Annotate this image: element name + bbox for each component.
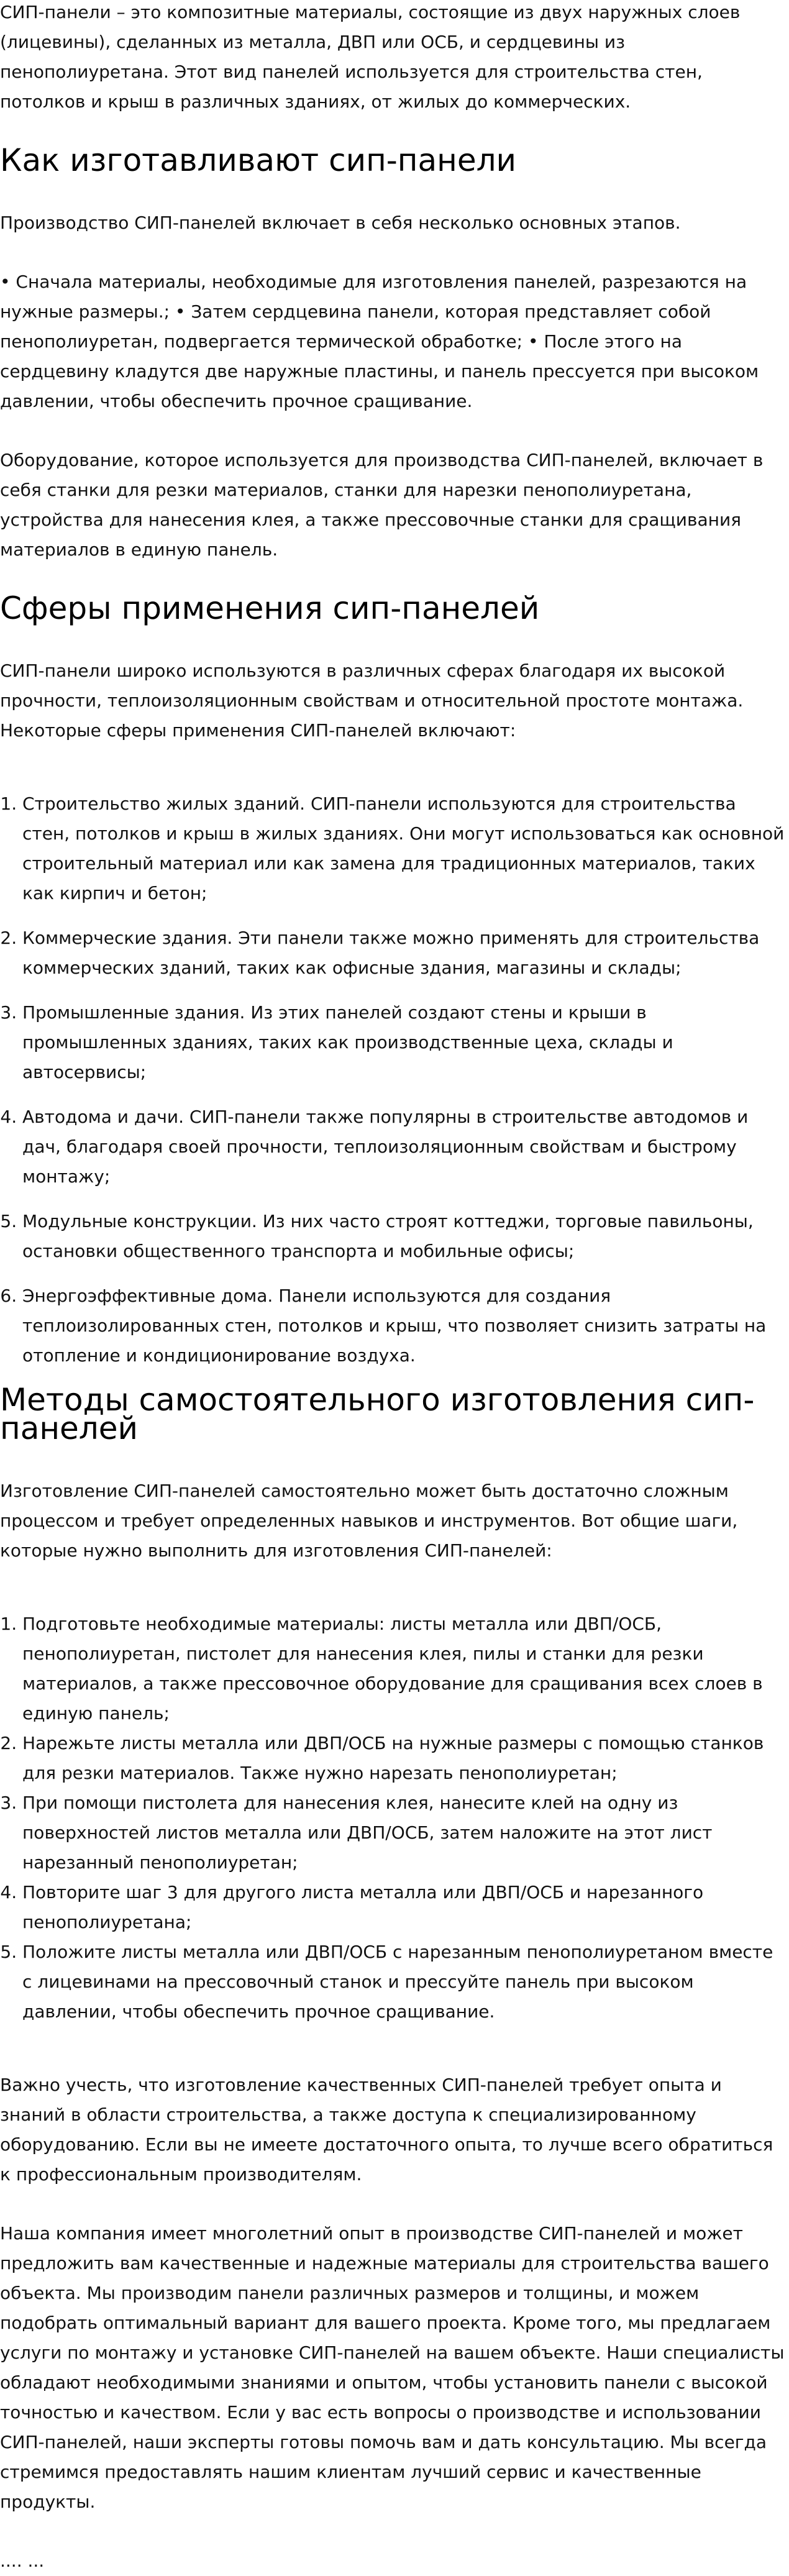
list-item: 3. При помощи пистолета для нанесения клея, нанесите клей на одну из поверхностей листов металла или ДВП/ОСБ, затем наложите на этот лист нарезанный пенополиуретан; xyxy=(22,1788,788,1878)
list-item: 2. Коммерческие здания. Эти панели также можно применять для строительства коммерческих зданий, таких как офисные здания, магазины и склады; xyxy=(22,923,788,983)
list-item: 2. Нарежьте листы металла или ДВП/ОСБ на нужные размеры с помощью станков для резки материалов. Также нужно нарезать пенополиуретан; xyxy=(22,1729,788,1788)
ellipsis-text: .... ... xyxy=(0,2551,45,2571)
intro-paragraph: СИП-панели – это композитные материалы, состоящие из двух наружных слоев (лицевины), сделанных из металла, ДВП или ОСБ, и сердцевины из пенополиуретана. Этот вид панелей используется для строительства стен, потолков и крыш в различных зданиях, от жилых до коммерческих. xyxy=(0,2,741,112)
applications-intro-paragraph: СИП-панели широко используются в различных сферах благодаря их высокой прочности, теплоизоляционным свойствам и относительной простоте монтажа. Некоторые сферы применения СИП-панелей включают: xyxy=(0,660,744,741)
list-item: 6. Энергоэффективные дома. Панели используются для создания теплоизолированных стен, потолков и крыш, что позволяет снизить затраты на отопление и кондиционирование воздуха. xyxy=(22,1281,788,1371)
applications-list xyxy=(0,789,788,1371)
diy-intro-paragraph: Изготовление СИП-панелей самостоятельно может быть достаточно сложным процессом и требует определенных навыков и инструментов. Вот общие шаги, которые нужно выполнить для изготовления СИП-панелей: xyxy=(0,1481,738,1561)
list-item: 1. Подготовьте необходимые материалы: листы металла или ДВП/ОСБ, пенополиуретан, пистолет для нанесения клея, пилы и станки для резки материалов, а также прессовочное оборудование для сращивания всех слоев в единую панель; xyxy=(22,1609,788,1729)
list-item: 3. Промышленные здания. Из этих панелей создают стены и крыши в промышленных зданиях, таких как производственные цеха, склады и автосервисы; xyxy=(22,998,788,1087)
list-item: 4. Автодома и дачи. СИП-панели также популярны в строительстве автодомов и дач, благодаря своей прочности, теплоизоляционным свойствам и быстрому монтажу; xyxy=(22,1102,788,1192)
heading-applications: Сферы применения сип-панелей xyxy=(0,590,540,626)
diy-steps-list xyxy=(0,1609,788,2027)
list-item: 1. Строительство жилых зданий. СИП-панели используются для строительства стен, потолков и крыш в жилых зданиях. Они могут использоваться как основной строительный материал или как замена для традиционных материалов, таких как кирпич и бетон; xyxy=(22,789,788,908)
equipment-paragraph: Оборудование, которое используется для производства СИП-панелей, включает в себя станки для резки материалов, станки для нарезки пенополиуретана, устройства для нанесения клея, а также прессовочные станки для сращивания материалов в единую панель. xyxy=(0,450,764,560)
production-intro-paragraph: Производство СИП-панелей включает в себя несколько основных этапов. xyxy=(0,212,681,233)
heading-diy-methods: Методы самостоятельного изготовления сип-панелей xyxy=(0,1382,755,1446)
company-paragraph: Наша компания имеет многолетний опыт в производстве СИП-панелей и может предложить вам качественные и надежные материалы для строительства вашего объекта. Мы производим панели различных размеров и толщины, и можем подобрать оптимальный вариант для вашего проекта. Кроме того, мы предлагаем услуги по монтажу и установке СИП-панелей на вашем объекте. Наши специалисты обладают необходимыми знаниями и опытом, чтобы установить панели с высокой точностью и качеством. Если у вас есть вопросы о производстве и использовании СИП-панелей, наши эксперты готовы помочь вам и дать консультацию. Мы всегда стремимся предоставлять нашим клиентам лучший сервис и качественные продукты. xyxy=(0,2223,785,2512)
production-steps-paragraph: • Сначала материалы, необходимые для изготовления панелей, разрезаются на нужные размеры.; • Затем сердцевина панели, которая представляет собой пенополиуретан, подвергается термической обработке; • После этого на сердцевину кладутся две наружные пластины, и панель прессуется при высоком давлении, чтобы обеспечить прочное сращивание. xyxy=(0,272,759,411)
heading-how-made: Как изготавливают сип-панели xyxy=(0,142,517,178)
experience-note-paragraph: Важно учесть, что изготовление качественных СИП-панелей требует опыта и знаний в области строительства, а также доступа к специализированному оборудованию. Если вы не имеете достаточного опыта, то лучше всего обратиться к профессиональным производителям. xyxy=(0,2075,773,2185)
list-item: 5. Положите листы металла или ДВП/ОСБ с нарезанным пенополиуретаном вместе с лицевинами на прессовочный станок и прессуйте панель при высоком давлении, чтобы обеспечить прочное сращивание. xyxy=(22,1937,788,2027)
list-item: 5. Модульные конструкции. Из них часто строят коттеджи, торговые павильоны, остановки общественного транспорта и мобильные офисы; xyxy=(22,1207,788,1266)
list-item: 4. Повторите шаг 3 для другого листа металла или ДВП/ОСБ и нарезанного пенополиуретана; xyxy=(22,1878,788,1937)
